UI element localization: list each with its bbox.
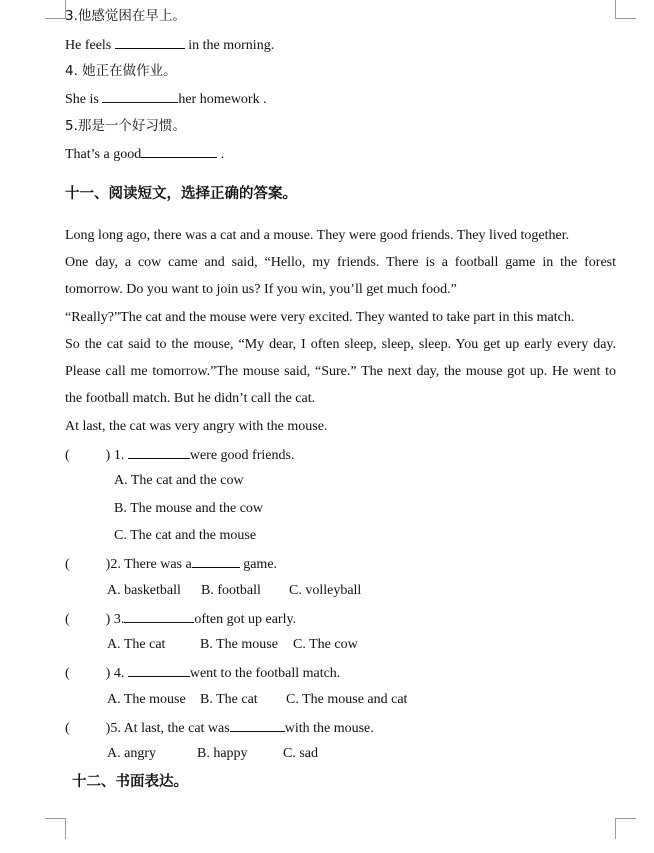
- passage-line: At last, the cat was very angry with the mouse.: [65, 419, 328, 434]
- answer-paren-space[interactable]: [70, 719, 106, 732]
- passage-line: Please call me tomorrow.”The mouse said, “Sure.” The next day, the mouse got up. He went to: [65, 364, 616, 379]
- translation-4-chinese: 4. 她正在做作业。: [65, 63, 177, 79]
- question-5-option-c[interactable]: C. sad: [283, 746, 318, 761]
- passage-line: So the cat said to the mouse, “My dear, I often sleep, sleep, sleep. You get up early every day.: [65, 337, 616, 352]
- answer-blank[interactable]: [230, 718, 285, 732]
- corner-mark-top-right: [615, 0, 636, 19]
- corner-mark-bottom-left: [45, 818, 66, 839]
- answer-blank[interactable]: [115, 35, 185, 49]
- section-12-title: 十二、书面表达。: [72, 774, 188, 790]
- question-5-option-b[interactable]: B. happy: [197, 746, 248, 761]
- answer-paren-space[interactable]: [70, 555, 106, 568]
- translation-3-english: He feels in the morning.: [65, 35, 616, 55]
- question-3-option-b[interactable]: B. The mouse: [200, 637, 278, 652]
- question-5: ( )5. At last, the cat was with the mouse.: [65, 718, 616, 738]
- question-5-options: [107, 745, 616, 763]
- answer-blank[interactable]: [128, 445, 190, 459]
- corner-mark-bottom-right: [615, 818, 636, 839]
- question-2-option-a[interactable]: A. basketball: [107, 583, 181, 598]
- question-1-option-b[interactable]: B. The mouse and the cow: [114, 501, 264, 516]
- translation-5-english: That’s a good .: [65, 144, 616, 164]
- section-11-title: 十一、阅读短文，选择正确的答案。: [65, 186, 297, 202]
- passage-line: Long long ago, there was a cat and a mouse. They were good friends. They lived together.: [65, 228, 570, 243]
- answer-blank[interactable]: [102, 89, 178, 103]
- question-2: ( )2. There was a game.: [65, 554, 616, 574]
- passage-line: “Really?”The cat and the mouse were very excited. They wanted to take part in this match.: [65, 310, 575, 325]
- question-1-option-c[interactable]: C. The cat and the mouse: [114, 528, 257, 543]
- translation-3-chinese: 3.他感觉困在早上。: [65, 8, 186, 24]
- question-1: ( ) 1. were good friends.: [65, 445, 616, 465]
- answer-paren-space[interactable]: [70, 664, 106, 677]
- translation-5-chinese: 5.那是一个好习惯。: [65, 118, 186, 134]
- answer-blank[interactable]: [192, 554, 240, 568]
- translation-4-english: She is her homework .: [65, 89, 616, 109]
- answer-blank[interactable]: [141, 144, 217, 158]
- question-5-option-a[interactable]: A. angry: [107, 746, 156, 761]
- question-4: ( ) 4. went to the football match.: [65, 663, 616, 683]
- question-4-option-c[interactable]: C. The mouse and cat: [286, 692, 408, 707]
- passage-line: tomorrow. Do you want to join us? If you win, you’ll get much food.”: [65, 282, 457, 297]
- answer-blank[interactable]: [124, 609, 194, 623]
- answer-paren-space[interactable]: [70, 446, 106, 459]
- question-3-options: [107, 636, 616, 654]
- question-2-options: [107, 582, 616, 600]
- corner-mark-top-left: [45, 0, 66, 19]
- answer-paren-space[interactable]: [70, 610, 106, 623]
- question-3-option-c[interactable]: C. The cow: [293, 637, 358, 652]
- question-4-option-b[interactable]: B. The cat: [200, 692, 258, 707]
- passage-line: the football match. But he didn’t call the cat.: [65, 391, 316, 406]
- answer-blank[interactable]: [128, 663, 190, 677]
- question-2-option-c[interactable]: C. volleyball: [289, 583, 362, 598]
- question-4-option-a[interactable]: A. The mouse: [107, 692, 186, 707]
- question-1-option-a[interactable]: A. The cat and the cow: [114, 473, 244, 488]
- passage-line: One day, a cow came and said, “Hello, my friends. There is a football game in the forest: [65, 255, 616, 270]
- question-4-options: [107, 691, 616, 709]
- question-2-option-b[interactable]: B. football: [201, 583, 261, 598]
- question-3: ( ) 3. often got up early.: [65, 609, 616, 629]
- question-3-option-a[interactable]: A. The cat: [107, 637, 166, 652]
